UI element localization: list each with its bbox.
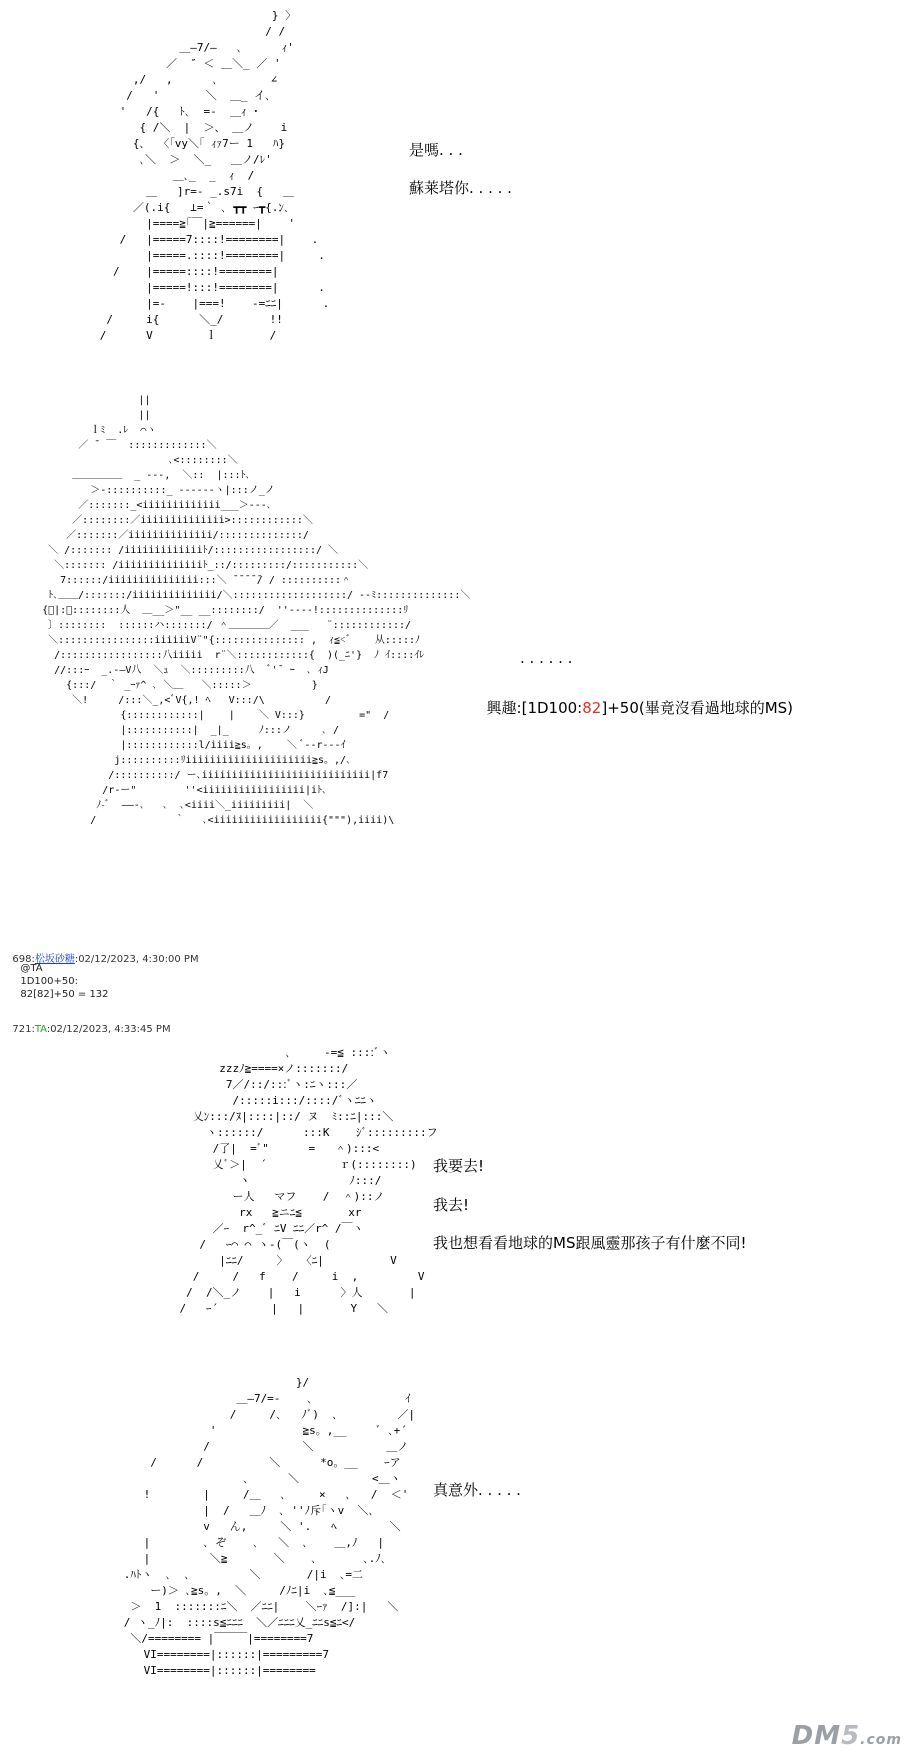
post-number: 698: [12,954,35,965]
roll-close: ] [601,699,608,717]
dialogue-line-6: 真意外. . . . . [433,1481,521,1499]
roll-value: 82 [582,699,602,717]
ascii-art-character-3: ､ -=≦ ::::ﾞヽ zzzﾉ≧====×ノ:::::::/ 7／/::/:::ﾞヽ:ﾆヽ:::／ /:::::i:::/::::/ﾞヽﾆﾆヽ 乂ﾝ:::/ﾇ|::::|::/ ヌ ﾐ::ﾆ|:::＼ ヽ::::::/ :::K ｼﾞ:::::::::フ /了| =ﾞ" = ＾):::< 乂ﾞ＞| ´ ｒ(::::::::) ヽ ﾉ:::/ ー人 マフ / ＾)::ノ rx ≧ニﾆ≦ xr ／ｰ r^_ﾞ ﾆV ﾆﾆ／r^ /￣ヽ / ｰ⌒ ⌒ ヽ-(￣(ヽ ( |ﾆﾆ/ 〉 〈ﾆ| V / / f / i , V / /＼_ノ | i 〉人 | / ｰ´ | | Y ＼ [179,1046,438,1315]
dialogue-line-1: 是嗎. . . [409,141,463,159]
post-header-721 [6,1013,171,1035]
watermark-part-a: DM [791,1721,842,1751]
post-timestamp: :02/12/2023, 4:30:00 PM [74,954,199,965]
ascii-art-character-4: }/ ＿―7/=- ､ ｲ / /､ ﾉﾞ) ､ ／| ' ≧s。,__ ﾞ ､+´ / ＼ ＿ノ / / ＼ *o。__ ｰア ､ ＼ <＿ヽ ! | /＿ ､ × ､ / ＜' | / ＿ﾉ ､ ''ﾉ斥｢ヽv ＼､ v ん, ＼ '. ﾍ ＼ | ､ ぞ ､ ＼ ､ ＿,ﾉ | | ＼≧ ＼ ､ ､.ﾉ､ .ﾊﾄヽ ､ ､ ＼ /|i ､=二 ー)＞ ､≧s。, ＼ /ﾉﾆ|i ､≦___ ＞ 1 :::::::ﾆ＼ ／ﾆﾆ| ＼ｰｧ /]:| ＼ / ヽ_ﾉ|: ::::s≦ﾆﾆﾆ ＼／ﾆﾆﾆ乂_ﾆﾆs≦ﾆ</ ＼/======== |￣￣￣|========7 VI========|::::::|=========7 VI========|::::::|======== [123,1376,416,1677]
roll-suffix: +50(畢竟沒看過地球的MS) [607,699,794,717]
post-author-link[interactable]: 松坂砂糖 [34,954,75,965]
watermark-part-c: .com [860,1732,902,1748]
dialogue-ellipsis: . . . . . . [520,649,573,667]
ascii-art-character-2: || || ｌﾐ .ﾚ ⌒ヽ ／ ̄ ￣ :::::::::::::＼ ､<::::::::＼ ＿＿＿＿＿ _ ---, ＼:: |:::ﾄ､ ＞-::::::::::_ ------ヽ|:::ノ_ノ ／:::::::_<iiiiiiiiiiiii___＞---､ ／::::::::／iiiiiiiiiiiiii>::::::::::::＼ ／:::::::／iiiiiiiiiiiiii/::::::::::::::/ ＼ /::::::: /iiiiiiiiiiiiiﾄ/:::::::::::::::::/ ＼ ＼::::::: /iiiiiiiiiiiiiiﾄ_::/:::::::::/:::::::::::＼ 7::::::/iiiiiiiiiiiiiii:::＼ ̄ ̄ ̄ ̄ ̄/ / ::::::::::＾ ﾄ､＿＿/:::::::/iiiiiiiiiiiiii/＼:::::::::::::::::::/ --ﾐ::::::::::::::＼ {ﾞ|:＼::::::::人 ＿__＞"__ __::::::::/ ''----!::::::::::::::ﾘ 〕:::::::: ::::::ハ:::::::/ ＾＿＿＿＿／ ___ ¨::::::::::::/ ＼::::::::::::::::iiiiiiV¨"{::::::::::::::: , ｨ≦<ﾞ 从:::::ﾉ /:::::::::::::::::八iiiii r¨＼::::::::::::{ )(_ﾆ'} ﾉ ｲ::::ｲﾚ //:::ｰ _.-―V八 ＼ｭ ＼:::::::::八 ﾞ'¯ ｰ ､ ｨJ {:::/ ｀ _ｰｧ^ ､ ＼＿ ＼:::::＞ } ＼! /:::＼_,<ﾞV{,! ﾍ V:::/\ / {::::::::::::| | ＼ V:::} =" / |:::::::::::| _|_ ﾉ:::ノ ､ / |::::::::::::l/iiii≧s。, ＼ ﾞ--r---ｲ j::::::::::ﾘiiiiiiiiiiiiiiiiiiiii≧s。,/､ /::::::::::/ ー､iiiiiiiiiiiiiiiiiiiiiiiiiiii|f7 /r-ー" ''<iiiiiiiiiiiiiiiii|iﾄ､ ﾉ-ﾞ ――-､ ､ ､<iiii＼_iiiiiiiii| ＼ / ｀ ､<iiiiiiiiiiiiiiiiii{"""),iiii)\ [42,395,471,826]
dialogue-line-2: 蘇莱塔你. . . . . [409,179,512,197]
dialogue-line-5: 我也想看看地球的MS跟風靈那孩子有什麼不同! [433,1234,747,1252]
dice-roll-line [477,678,793,718]
post-body-698: @TA 1D100+50: 82[82]+50 = 132 [20,963,109,1000]
ascii-art-character-1: } 〉 / / ＿―7/― ､ ｨ' ／ ″ ＜ ＿＼_ ／ ' ,/ , ､ ∠ / ' ＼ ＿_ イ､ ' /{ ﾄ､ =- ＿ｨ ･ { /＼ | ＞、 ＿ノ i {､ 〈｢vy＼｢ ｨｧ7ー 1 ﾊ} ､＼ ＞ ＼_ ＿ノ/ﾚ' ＿､_ _ ｨ / ＿ ]r=- _.s7i { ＿ ／(.i{ ⊥=｀ ､ ┳┳ ｰ┳{.ﾝ､ |====≧｢￣|≧======| ' / |=====7::::!========| . |=====.::::!========| . / |=====::::!========| |=====!:::!========| . |=- |===! -=ﾆﾆ| . / i{ ＼_/ !! / V ｌ / [99,9,330,342]
post-author: TA [34,1024,47,1035]
watermark-part-b: 5 [841,1721,861,1751]
watermark-logo [792,1721,902,1751]
roll-label: 興趣: [486,699,522,717]
roll-open: [1D100: [521,699,583,717]
post-timestamp: :02/12/2023, 4:33:45 PM [46,1024,171,1035]
dialogue-line-3: 我要去! [433,1157,485,1175]
dialogue-line-4: 我去! [433,1196,470,1214]
post-number: 721: [12,1024,35,1035]
